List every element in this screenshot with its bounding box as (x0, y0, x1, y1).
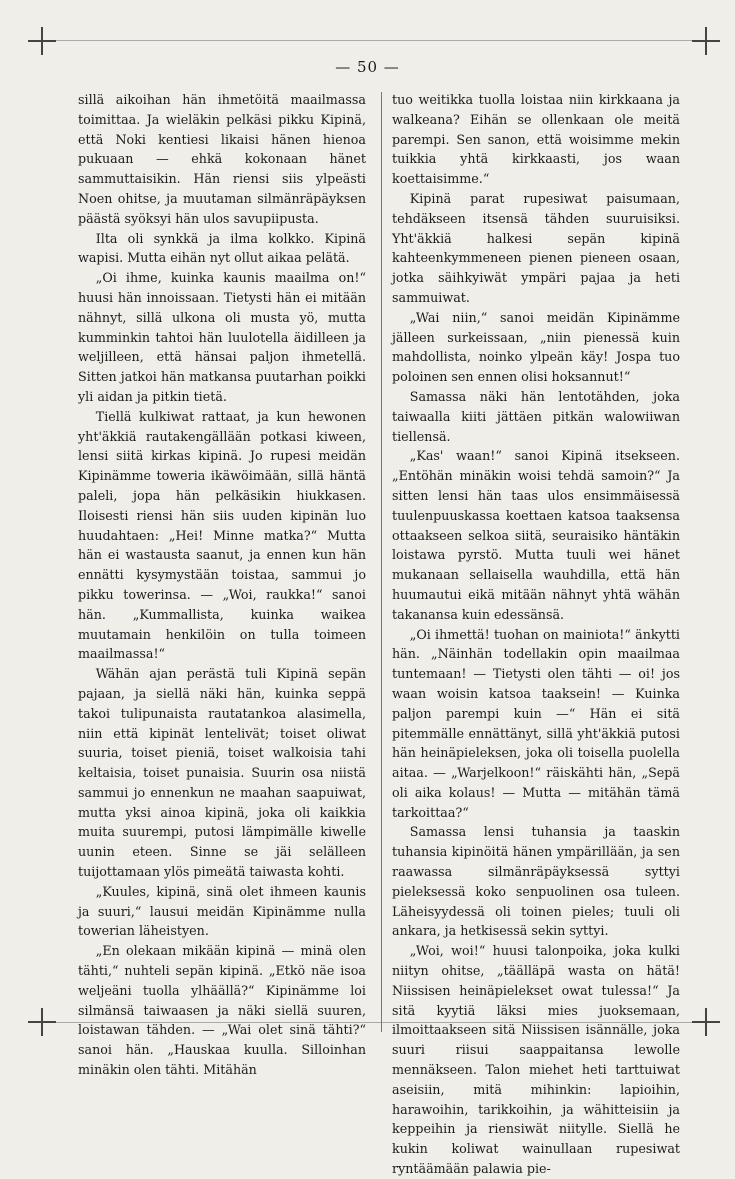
crop-mark-bottom-right (692, 1008, 720, 1036)
paragraph: „Kuules, kipinä, sinä olet ihmeen kaunis ja suuri,“ lausui meidän Kipinämme nulla towerian läheistyen. (78, 883, 366, 939)
paragraph: „Oi ihmettä! tuohan on mainiota!“ änkytti hän. „Näinhän todellakin opin maailmaa tuntemaan! — Tietysti olen tähti — oi! jos waan woisin katsoa taaksein! — Kuinka paljon parempi kuin —“ Hän ei sitä pitemmälle ennättänyt, sillä yht'äkkiä putosi hän heinäpieleksen, joka oli toisella puolella aitaa. — „Warjelkoon!“ räiskähti hän, „Sepä oli aika kolaus! — Mutta — mitähän tämä tarkoittaa?“ (392, 626, 680, 820)
paragraph: „Wai niin,“ sanoi meidän Kipinämme jälleen surkeissaan, „niin pienessä kuin mahdollista, noinko ylpeän käy! Jospa tuo poloinen sen ennen olisi hoksannut!“ (392, 309, 680, 385)
paragraph: „Woi, woi!“ huusi talonpoika, joka kulki niityn ohitse, „täälläpä wasta on hätä! Niissisen heinäpielekset owat tulessa!“ Ja sitä kyytiä läksi mies juoksemaan, ilmoittaakseen sitä Niissisen isännälle, joka suuri riisui saappaitansa lewolle mennäkseen. Talon miehet heti tarttuiwat aseisiin, mitä mihinkin: lapioihin, harawoihin, tarikkoihin, ja wähitteisiin ja keppeihin ja riensiwät niitylle. Siellä he kukin koliwat wainullaan rupesiwat ryntäämään palawia pie- (392, 943, 680, 1177)
crop-mark-top-right (692, 27, 720, 55)
column-divider (381, 92, 382, 1032)
paragraph: Kipinä parat rupesiwat paisumaan, tehdäkseen itsensä tähden suuruisiksi. Yht'äkkiä halkesi sepän kipinä kahteenkymmeneen pienen pieneen osaan, jotka säihkyiwät ympäri pajaa ja heti sammuiwat. (392, 190, 680, 305)
left-column (78, 90, 366, 1078)
paragraph: „En olekaan mikään kipinä — minä olen tähti,“ nuhteli sepän kipinä. „Etkö näe isoa weljeäni tuolla ylhäällä?“ Kipinämme loi silmänsä taiwaasen ja näki siellä suuren, loistawan tähden. — „Wai olet sinä tähti?“ sanoi hän. „Hauskaa kuulla. Silloinhan minäkin olen tähti. Mitähän (78, 943, 366, 1078)
paragraph: Tiellä kulkiwat rattaat, ja kun hewonen yht'äkkiä rautakengällään potkasi kiween, lensi siitä kirkas kipinä. Jo rupesi meidän Kipinämme toweria ikäwöimään, sillä häntä paleli, jopa hän pelkäsikin hiukkasen. Iloisesti riensi hän siis uuden kipinän luo huudahtaen: „Hei! Minne matka?“ Mutta hän ei wastausta saanut, ja ennen kun hän ennätti kysymystään toistaa, sammui jo pikku towerinsa. — „Woi, raukka!“ sanoi hän. „Kummallista, kuinka waikea muutamain henkilöin on tulla toimeen maailmassa!“ (78, 408, 366, 662)
paragraph: sillä aikoihan hän ihmetöitä maailmassa toimittaa. Ja wieläkin pelkäsi pikku Kipinä, että Noki kentiesi likaisi hänen hienoa pukuaan — ehkä kokonaan hänet sammuttaisikin. Hän riensi siis ylpeästi Noen ohitse, ja muutaman silmänräpäyksen päästä syöksyi hän ulos savupiipusta. (78, 92, 366, 226)
paragraph: tuo weitikka tuolla loistaa niin kirkkaana ja walkeana? Eihän se ollenkaan ole meitä parempi. Sen sanon, että woisimme mekin tuikkia yhtä kirkkaasti, jos waan koettaisimme.“ (392, 92, 680, 187)
crop-mark-top-left (28, 27, 56, 55)
paragraph: Samassa lensi tuhansia ja taaskin tuhansia kipinöitä hänen ympärillään, ja sen raawassa silmänräpäyksessä syttyi pieleksessä koko senpuolinen osa tuleen. Läheisyydessä oli toinen pieles; tuuli oli ankara, ja hetkisessä sekin syttyi. (392, 824, 680, 939)
paragraph: „Oi ihme, kuinka kaunis maailma on!“ huusi hän innoissaan. Tietysti hän ei mitään nähnyt, sillä ulkona oli musta yö, mutta kumminkin tahtoi hän luulotella äidilleen ja weljilleen, että hänsai paljon ihmetellä. Sitten jatkoi hän matkansa puutarhan poikki yli aidan ja pitkin tietä. (78, 270, 366, 404)
page-number: — 50 — (335, 58, 400, 76)
paragraph: Ilta oli synkkä ja ilma kolkko. Kipinä wapisi. Mutta eihän nyt ollut aikaa pelätä. (78, 230, 366, 266)
right-column (392, 90, 680, 1177)
paragraph: „Kas' waan!“ sanoi Kipinä itsekseen. „Entöhän minäkin woisi tehdä samoin?“ Ja sitten lensi hän taas ulos ensimmäisessä tuulenpuuskassa koettaen katsoa taaksensa ottaakseen selkoa siitä, seuraisiko häntäkin loistawa pyrstö. Mutta tuuli wei hänet mukanaan sellaisella wauhdilla, että hän huumautui eikä mitään nähnyt yhtä wähän takanansa kuin edessänsä. (392, 448, 680, 622)
paragraph: Samassa näki hän lentotähden, joka taiwaalla kiiti jättäen pitkän walowiiwan tiellensä. (392, 388, 680, 444)
top-trim-line (40, 40, 695, 41)
crop-mark-bottom-left (28, 1008, 56, 1036)
paragraph: Wähän ajan perästä tuli Kipinä sepän pajaan, ja siellä näki hän, kuinka seppä takoi tulipunaista rautatankoa alasimella, niin että kipinät lentelivät; toiset oliwat suuria, toiset pieniä, toiset walkoisia tahi keltaisia, toiset punaisia. Suurin osa niistä sammui jo ennenkun ne maahan saapuiwat, mutta yksi ainoa kipinä, joka oli kaikkia muita suurempi, putosi lämpimälle kiwelle uunin eteen. Sinne se jäi selälleen tuijottamaan ylös pimeätä taiwasta kohti. (78, 666, 366, 880)
